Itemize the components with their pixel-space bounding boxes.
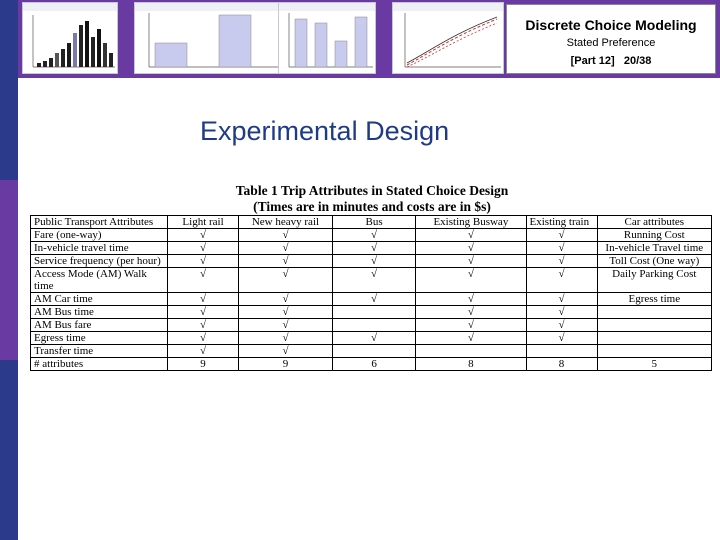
attribute-cell: Service frequency (per hour) (31, 255, 168, 268)
mark-cell: √ (416, 268, 526, 293)
column-header: New heavy rail (239, 216, 333, 229)
mark-cell: √ (332, 293, 415, 306)
table-row (31, 255, 712, 268)
part-and-page (507, 55, 715, 67)
mark-cell: √ (416, 293, 526, 306)
mark-cell: √ (332, 229, 415, 242)
mark-cell: √ (526, 293, 597, 306)
left-bar-segment (0, 360, 18, 540)
car-attribute-cell (597, 306, 711, 319)
mark-cell: √ (416, 255, 526, 268)
line-thumbnail-graphic (393, 3, 504, 74)
car-attribute-cell (597, 345, 711, 358)
attribute-cell: AM Car time (31, 293, 168, 306)
table-caption (30, 183, 714, 215)
attribute-cell: Egress time (31, 332, 168, 345)
mark-cell: √ (168, 293, 239, 306)
mark-cell: √ (332, 242, 415, 255)
left-bar-segment (0, 180, 18, 360)
mark-cell: √ (239, 255, 333, 268)
car-attribute-cell: Toll Cost (One way) (597, 255, 711, 268)
mark-cell: 8 (416, 358, 526, 371)
mark-cell: √ (168, 306, 239, 319)
trip-attributes-table (30, 215, 712, 371)
car-attribute-cell: Running Cost (597, 229, 711, 242)
left-accent-bar (0, 0, 18, 540)
mark-cell (332, 319, 415, 332)
attribute-cell: Access Mode (AM) Walk time (31, 268, 168, 293)
column-header: Light rail (168, 216, 239, 229)
table-row (31, 332, 712, 345)
column-header: Car attributes (597, 216, 711, 229)
column-header: Public Transport Attributes (31, 216, 168, 229)
mark-cell: √ (168, 242, 239, 255)
mark-cell: √ (526, 319, 597, 332)
mark-cell: 8 (526, 358, 597, 371)
table-body (31, 229, 712, 371)
mark-cell: √ (239, 229, 333, 242)
part-label: [Part 12] (570, 55, 615, 67)
mark-cell: √ (168, 332, 239, 345)
mark-cell: √ (239, 268, 333, 293)
mark-cell: 9 (168, 358, 239, 371)
car-attribute-cell (597, 332, 711, 345)
mark-cell (526, 345, 597, 358)
mark-cell: √ (239, 319, 333, 332)
mark-cell: √ (416, 319, 526, 332)
thumbnail-histogram (22, 2, 118, 74)
slide-counter: 20/38 (623, 55, 652, 67)
mark-cell: √ (168, 229, 239, 242)
mark-cell (332, 306, 415, 319)
mark-cell (416, 345, 526, 358)
car-attribute-cell: In-vehicle Travel time (597, 242, 711, 255)
mark-cell: √ (416, 306, 526, 319)
car-attribute-cell (597, 319, 711, 332)
table-row (31, 345, 712, 358)
mark-cell: √ (239, 242, 333, 255)
mark-cell: √ (239, 306, 333, 319)
table-row (31, 358, 712, 371)
table-row (31, 229, 712, 242)
mark-cell: √ (416, 229, 526, 242)
car-attribute-cell: 5 (597, 358, 711, 371)
attribute-cell: # attributes (31, 358, 168, 371)
mark-cell: 6 (332, 358, 415, 371)
header-strip (18, 0, 720, 78)
car-attribute-cell: Daily Parking Cost (597, 268, 711, 293)
mark-cell: √ (332, 268, 415, 293)
attribute-cell: In-vehicle travel time (31, 242, 168, 255)
table-row (31, 268, 712, 293)
table-row (31, 293, 712, 306)
thumbnail-bar-chart (134, 2, 286, 74)
course-title-box (506, 4, 716, 74)
bar-thumbnail-graphic (135, 3, 286, 74)
column-header: Existing train (526, 216, 597, 229)
car-attribute-cell: Egress time (597, 293, 711, 306)
table-row (31, 242, 712, 255)
mark-cell: √ (526, 306, 597, 319)
mark-cell: √ (168, 268, 239, 293)
thumbnail-bar-chart-4 (278, 2, 376, 74)
mark-cell: √ (526, 268, 597, 293)
column-header: Existing Busway (416, 216, 526, 229)
mark-cell: √ (416, 242, 526, 255)
table-caption-line2: (Times are in minutes and costs are in $s) (253, 199, 491, 214)
table-row (31, 319, 712, 332)
mark-cell: √ (239, 345, 333, 358)
table-header-row (31, 216, 712, 229)
course-title: Discrete Choice Modeling (525, 17, 697, 33)
histogram-thumbnail-graphic (23, 3, 118, 74)
mark-cell: √ (526, 332, 597, 345)
attribute-cell: AM Bus fare (31, 319, 168, 332)
course-subtitle: Stated Preference (566, 37, 656, 49)
mark-cell: 9 (239, 358, 333, 371)
mark-cell: √ (239, 332, 333, 345)
mark-cell: √ (526, 242, 597, 255)
mark-cell: √ (332, 332, 415, 345)
mark-cell (332, 345, 415, 358)
attribute-cell: Fare (one-way) (31, 229, 168, 242)
mark-cell: √ (526, 229, 597, 242)
mark-cell: √ (168, 319, 239, 332)
mark-cell: √ (332, 255, 415, 268)
attribute-cell: AM Bus time (31, 306, 168, 319)
bar4-thumbnail-graphic (279, 3, 376, 74)
column-header: Bus (332, 216, 415, 229)
table-row (31, 306, 712, 319)
left-bar-segment (0, 0, 18, 180)
thumbnail-line-plot (392, 2, 504, 74)
mark-cell: √ (168, 345, 239, 358)
attribute-cell: Transfer time (31, 345, 168, 358)
slide-title: Experimental Design (200, 116, 450, 146)
mark-cell: √ (416, 332, 526, 345)
mark-cell: √ (526, 255, 597, 268)
mark-cell: √ (239, 293, 333, 306)
table-caption-line1: Table 1 Trip Attributes in Stated Choice Design (235, 183, 509, 198)
mark-cell: √ (168, 255, 239, 268)
